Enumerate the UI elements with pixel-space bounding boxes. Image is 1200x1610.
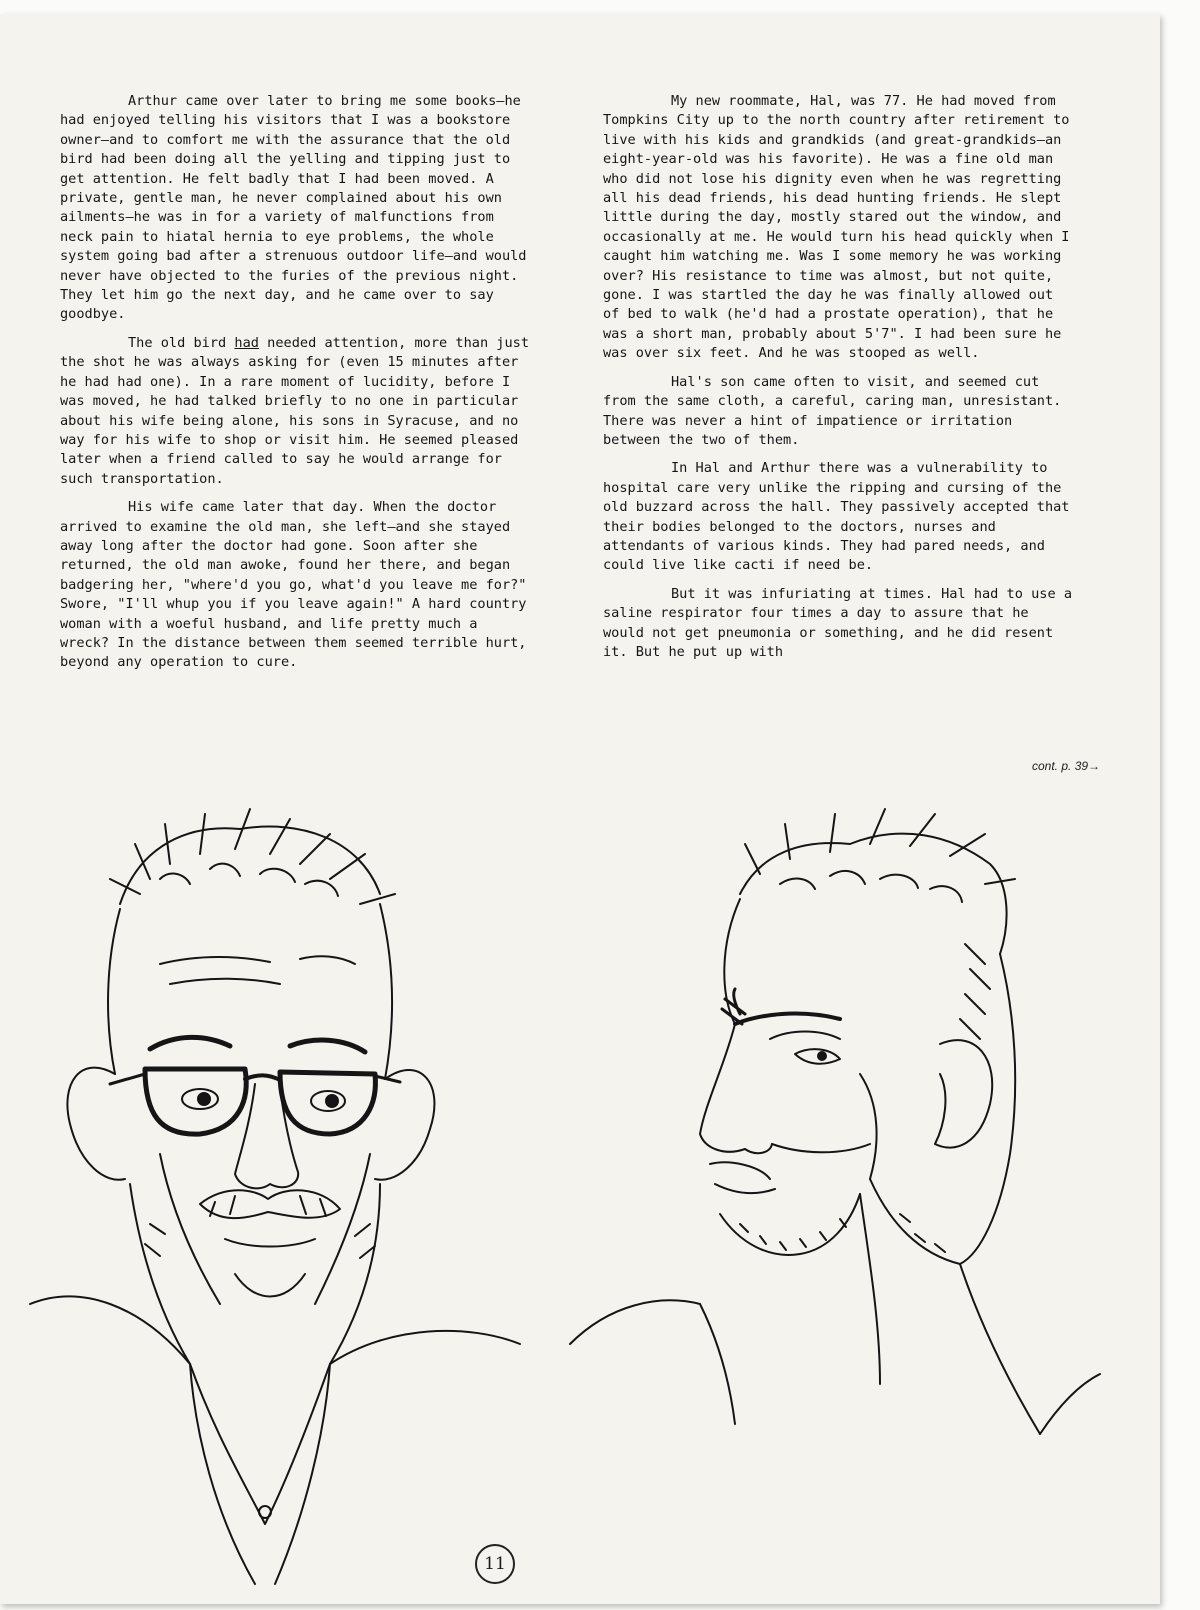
magazine-page xyxy=(0,14,1160,1604)
text-run: The old bird xyxy=(128,334,235,351)
paragraph-vulnerability: In Hal and Arthur there was a vulnerability to hospital care very unlike the ripping and cursing of the old buzzard across the hall. They passively accepted that their bodies belonged to the doctors, nurses and attendants of various kinds. They had pared needs, and could live like cacti if need be. xyxy=(603,460,1070,574)
page-number: 11 xyxy=(484,1554,506,1574)
right-face-sketch xyxy=(570,809,1100,1434)
paragraph-hals-son: Hal's son came often to visit, and seemed cut from the same cloth, a careful, caring man, unresistant. There was never a hint of impatience or irritation between the two of them. xyxy=(603,373,1062,448)
continued-note: cont. p. 39→ xyxy=(1032,759,1101,773)
paragraph-old-bird xyxy=(60,334,530,489)
text-run: needed attention, more than just the shot he was always asking for (even 15 minutes after he had had one). In a rare moment of lucidity, before I was moved, he had talked briefly to no one in particular about his wife being alone, his sons in Syracuse, and no way for his wife to shop or visit him. He seemed pleased later when a friend called to say he would arrange for such transportation. xyxy=(60,334,530,487)
paragraph-arthur-books: Arthur came over later to bring me some books—he had enjoyed telling his visitors that I was a bookstore owner—and to comfort me with the assurance that the old bird had been doing all the yelling and tipping just to get attention. He felt badly that I had been moved. A private, gentle man, he never complained about his own ailments—he was in for a variety of malfunctions from neck pain to hiatal hernia to eye problems, the whole system going bad after a strenuous outdoor life—and would never have objected to the furies of the previous night. They let him go the next day, and he came over to say goodbye. xyxy=(60,93,527,323)
left-face-sketch xyxy=(30,809,520,1584)
right-text-column xyxy=(603,92,1073,671)
paragraph-saline-respirator: But it was infuriating at times. Hal had to use a saline respirator four times a day to assure that he would not get pneumonia or something, and he did resent it. But he put up with xyxy=(603,585,1073,660)
pen-sketch-illustration xyxy=(0,784,1160,1604)
paragraph-roommate-hal: My new roommate, Hal, was 77. He had moved from Tompkins City up to the north country after retirement to live with his kids and grandkids (and great-grandkids—an eight-year-old was his favorite). He was a fine old man who did not lose his dignity even when he was regretting all his dead friends, his dead hunting friends. He slept little during the day, mostly stared out the window, and occasionally at me. He would turn his head quickly when I caught him watching me. Was I some memory he was working over? His resistance to time was almost, but not quite, gone. I was startled the day he was finally allowed out of bed to walk (he'd had a prostate operation), that he was a short man, probably about 5'7". I had been sure he was over six feet. And he was stooped as well. xyxy=(603,93,1070,362)
page-number-badge xyxy=(475,1544,515,1584)
left-text-column xyxy=(60,92,530,682)
paragraph-wife-visit: His wife came later that day. When the doctor arrived to examine the old man, she left—and she stayed away long after the doctor had gone. Soon after she returned, the old man awoke, found her there, and began badgering her, "where'd you go, what'd you leave me for?" Swore, "I'll whup you if you leave again!" A hard country woman with a woeful husband, and life pretty much a wreck? In the distance between them seemed terrible hurt, beyond any operation to cure. xyxy=(60,499,527,671)
underlined-word: had xyxy=(234,334,259,351)
